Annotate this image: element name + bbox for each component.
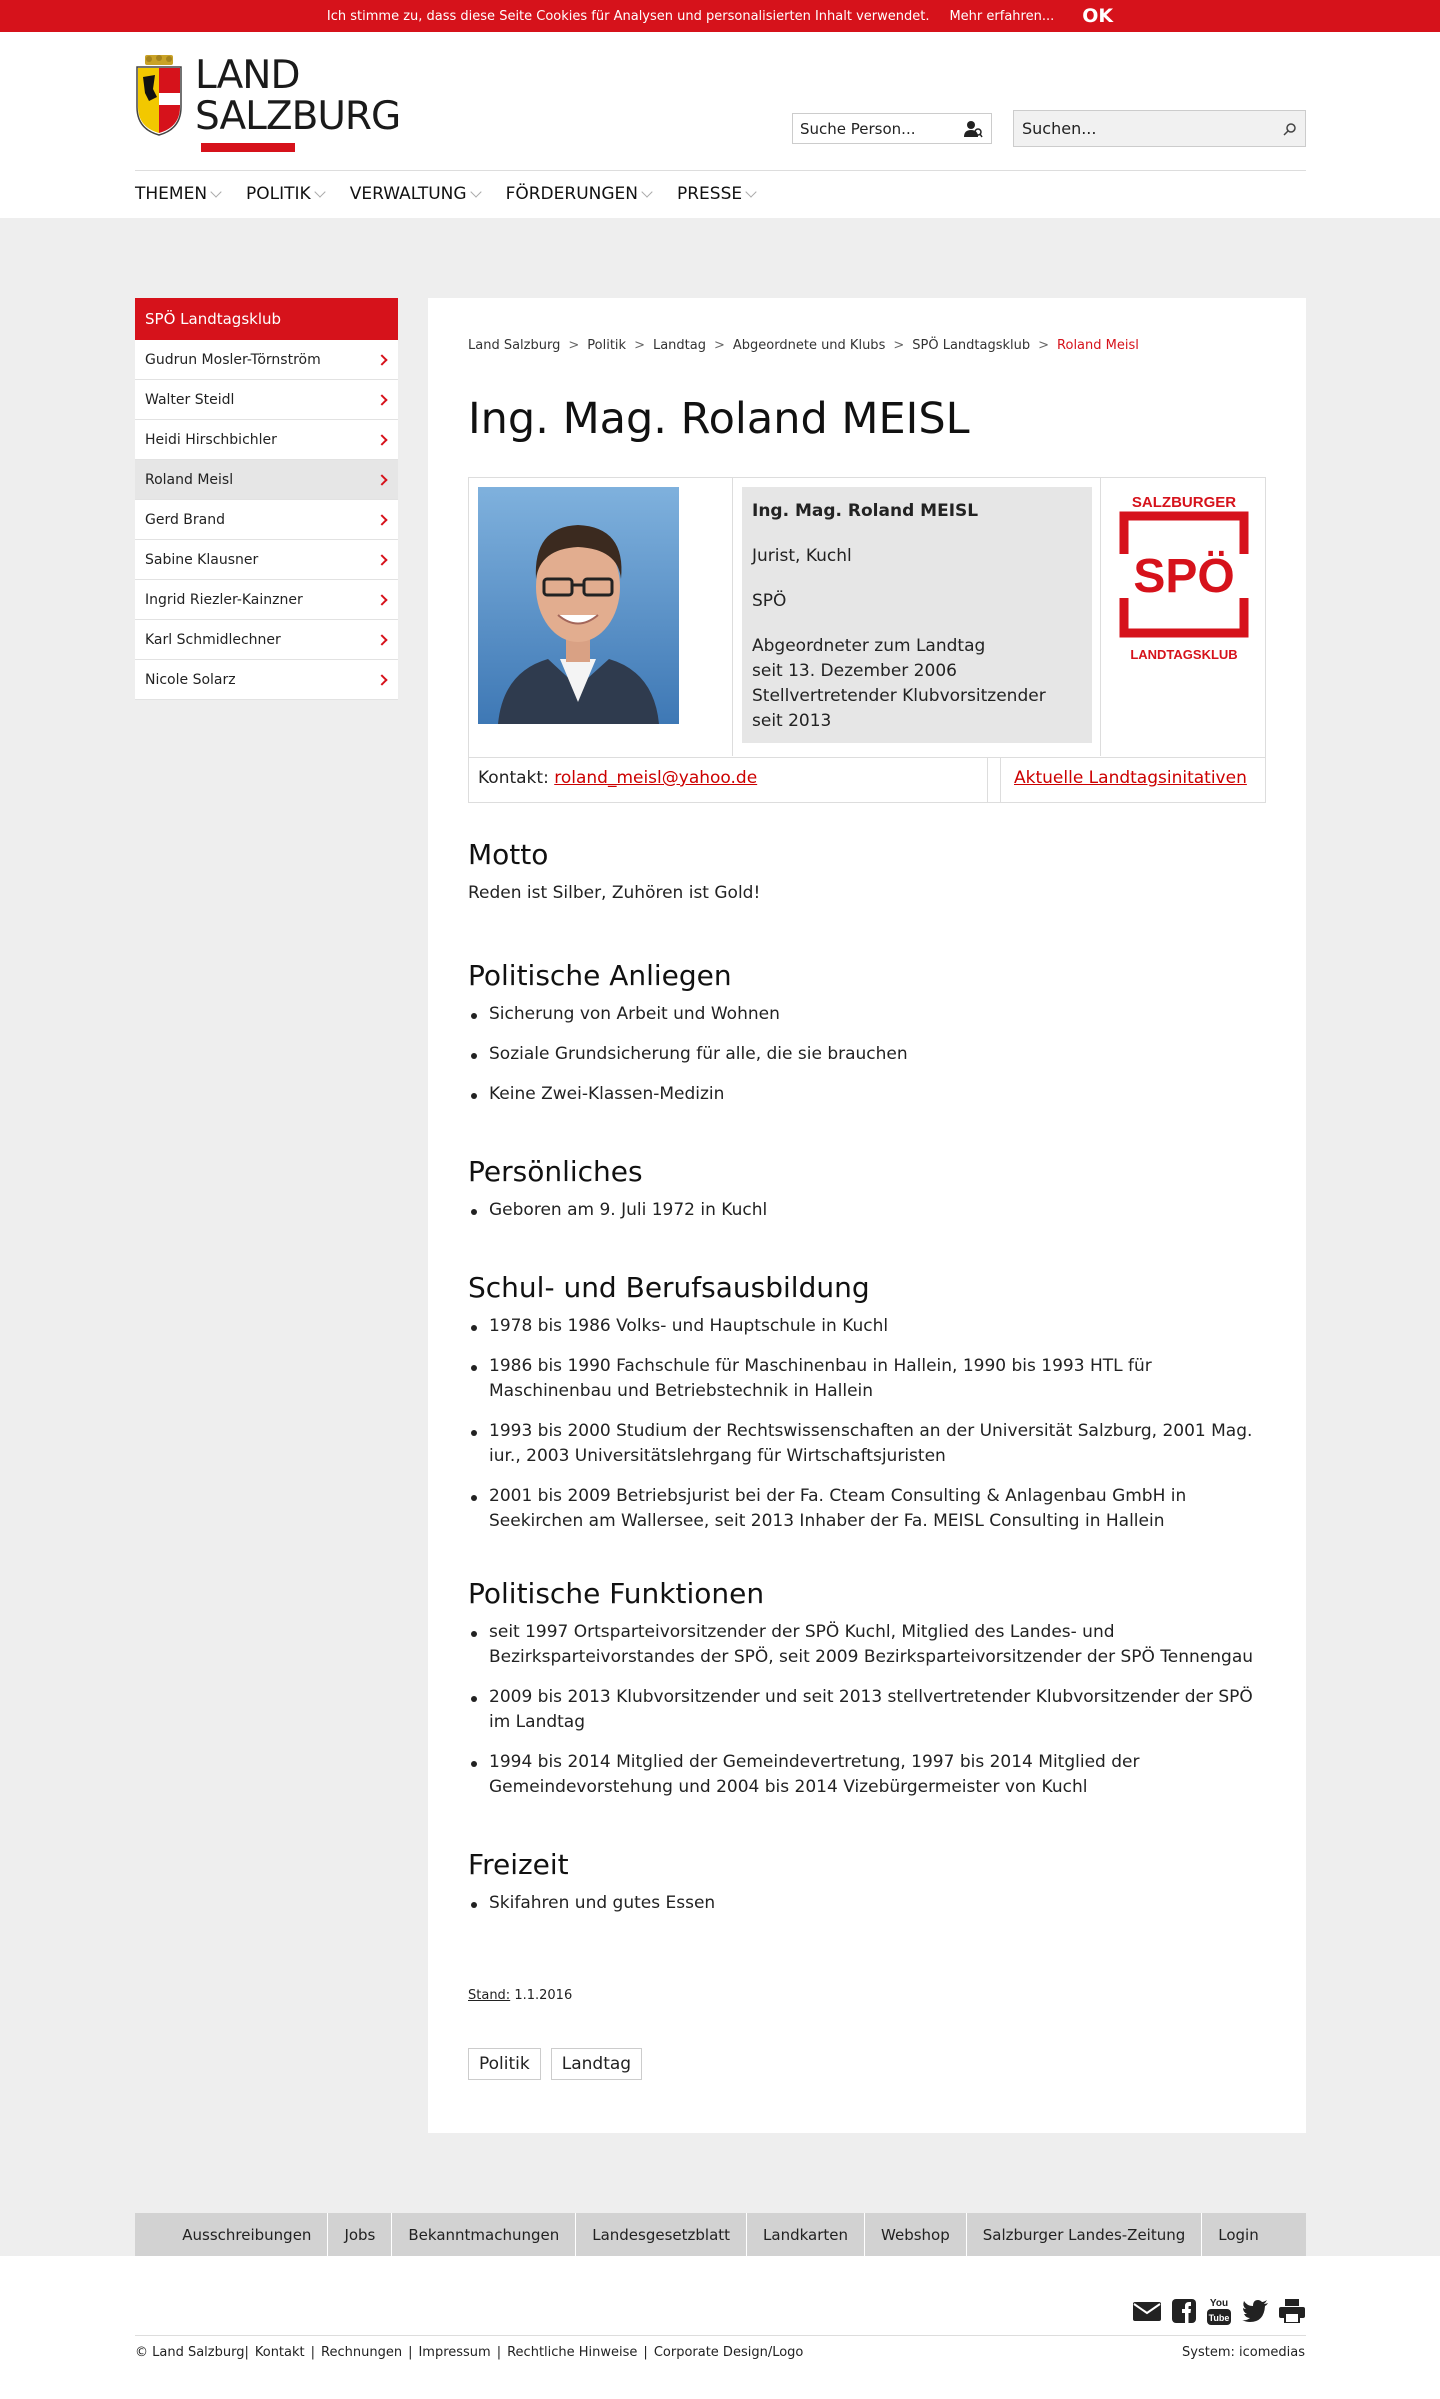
list-item: Sicherung von Arbeit und Wohnen	[468, 1002, 1268, 1027]
chevron-right-icon	[376, 474, 387, 485]
chevron-right-icon	[376, 674, 387, 685]
chevron-right-icon	[376, 554, 387, 565]
chevron-right-icon	[376, 634, 387, 645]
footer-divider	[135, 2335, 1306, 2336]
profile-info	[742, 487, 1092, 743]
cookie-more-link[interactable]: Mehr erfahren...	[949, 8, 1055, 24]
footer-link[interactable]: Landesgesetzblatt	[576, 2213, 747, 2256]
photo-cell	[469, 478, 733, 756]
section-heading: Motto	[468, 838, 549, 871]
footer-impressum-link[interactable]: Impressum	[418, 2345, 491, 2360]
coat-of-arms-icon	[135, 55, 183, 137]
chevron-down-icon	[210, 186, 221, 197]
section-anliegen	[468, 959, 1268, 1122]
svg-text:SPÖ: SPÖ	[1133, 550, 1235, 603]
info-cell	[733, 478, 1101, 756]
site-logo[interactable]	[135, 55, 400, 137]
svg-text:LANDTAGSKLUB: LANDTAGSKLUB	[1130, 647, 1238, 662]
breadcrumb-link[interactable]: SPÖ Landtagsklub	[912, 338, 1031, 353]
breadcrumb-separator: >	[568, 338, 580, 353]
footer-link[interactable]: Webshop	[865, 2213, 967, 2256]
nav-item-presse[interactable]: PRESSE	[677, 180, 755, 208]
contact-info: Kontakt: roland_meisl@yahoo.de	[478, 768, 758, 788]
site-search-input[interactable]: Suchen...	[1013, 110, 1306, 147]
header-divider	[135, 170, 1306, 171]
breadcrumb-current: Roland Meisl	[1057, 338, 1139, 353]
footer-link[interactable]: Ausschreibungen	[166, 2213, 328, 2256]
tag-landtag[interactable]: Landtag	[551, 2048, 642, 2080]
sidebar-item[interactable]: Heidi Hirschbichler	[135, 420, 398, 460]
sidebar-item[interactable]: Nicole Solarz	[135, 660, 398, 700]
main-content	[428, 298, 1306, 2133]
divider	[987, 758, 988, 803]
chevron-down-icon	[470, 186, 481, 197]
section-persoenliches	[468, 1155, 1268, 1238]
cookie-text: Ich stimme zu, dass diese Seite Cookies für Analysen und personalisierten Inhalt verwendet.	[326, 8, 930, 24]
person-search-icon[interactable]	[963, 120, 983, 138]
list-item: Keine Zwei-Klassen-Medizin	[468, 1082, 1268, 1107]
mail-icon[interactable]	[1133, 2300, 1161, 2322]
footer-rechnungen-link[interactable]: Rechnungen	[321, 2345, 403, 2360]
svg-text:Tube: Tube	[1208, 2313, 1230, 2323]
main-navigation	[135, 180, 781, 208]
divider	[1000, 758, 1001, 803]
chevron-down-icon	[745, 186, 756, 197]
profile-profession: Jurist, Kuchl	[752, 546, 852, 566]
breadcrumb-link[interactable]: Land Salzburg	[468, 338, 561, 353]
breadcrumb-separator: >	[713, 338, 725, 353]
chevron-right-icon	[376, 514, 387, 525]
nav-item-politik[interactable]: POLITIK	[246, 180, 324, 208]
logo-underline	[201, 143, 295, 152]
svg-text:You: You	[1209, 2298, 1229, 2309]
breadcrumb-link[interactable]: Landtag	[652, 338, 706, 353]
youtube-icon[interactable]	[1207, 2296, 1231, 2326]
sidebar-item[interactable]: Gerd Brand	[135, 500, 398, 540]
profile-card	[468, 477, 1266, 803]
chevron-down-icon	[641, 186, 652, 197]
sidebar	[135, 298, 398, 700]
logo-wordmark: LAND SALZBURG	[195, 53, 401, 139]
facebook-icon[interactable]	[1172, 2299, 1196, 2323]
footer-design-link[interactable]: Corporate Design/Logo	[653, 2345, 804, 2360]
list-item: Geboren am 9. Juli 1972 in Kuchl	[468, 1198, 1268, 1223]
spo-landtagsklub-logo	[1101, 478, 1267, 756]
list-item: 1986 bis 1990 Fachschule für Maschinenbau in Hallein, 1990 bis 1993 HTL für Maschinenbau und Betriebstechnik in Hallein	[468, 1354, 1268, 1404]
person-search-input[interactable]: Suche Person...	[792, 113, 992, 144]
list-item: 2001 bis 2009 Betriebsjurist bei der Fa. Cteam Consulting & Anlagenbau GmbH in Seekirchen am Wallersee, seit 2013 Inhaber der Fa. MEISL Consulting in Hallein	[468, 1484, 1268, 1534]
nav-item-verwaltung[interactable]: VERWALTUNG	[350, 180, 480, 208]
breadcrumb-separator: >	[893, 338, 905, 353]
sidebar-title[interactable]: SPÖ Landtagsklub	[135, 298, 398, 340]
footer-link[interactable]: Landkarten	[747, 2213, 865, 2256]
footer-legal-links: © Land Salzburg| Kontakt | Rechnungen | Impressum | Rechtliche Hinweise | Corporate Design/Logo	[135, 2345, 804, 2360]
tag-list	[468, 2048, 642, 2080]
list-item: 2009 bis 2013 Klubvorsitzender und seit 2013 stellvertretender Klubvorsitzender der SPÖ im Landtag	[468, 1685, 1268, 1735]
footer-kontakt-link[interactable]: Kontakt	[254, 2345, 305, 2360]
profile-name: Ing. Mag. Roland MEISL	[752, 501, 979, 521]
chevron-down-icon	[314, 186, 325, 197]
section-funktionen	[468, 1577, 1268, 1815]
footer-link[interactable]: Jobs	[328, 2213, 392, 2256]
list-item: Skifahren und gutes Essen	[468, 1891, 1268, 1916]
chevron-right-icon	[376, 354, 387, 365]
section-heading: Persönliches	[468, 1155, 643, 1188]
chevron-right-icon	[376, 594, 387, 605]
list-item: seit 1997 Ortsparteivorsitzender der SPÖ Kuchl, Mitglied des Landes- und Bezirksparteivorstandes der SPÖ, seit 2009 Bezirksparteivorsitzender der SPÖ Tennengau	[468, 1620, 1268, 1670]
contact-row	[469, 757, 1265, 802]
last-updated: Stand: 1.1.2016	[468, 1988, 573, 2003]
footer-link[interactable]: Salzburger Landes-Zeitung	[967, 2213, 1203, 2256]
section-heading: Freizeit	[468, 1848, 569, 1881]
chevron-right-icon	[376, 394, 387, 405]
sidebar-item[interactable]: Karl Schmidlechner	[135, 620, 398, 660]
cookie-ok-button[interactable]: OK	[1082, 5, 1114, 27]
motto-text: Reden ist Silber, Zuhören ist Gold!	[468, 883, 761, 903]
footer-navigation	[135, 2213, 1306, 2256]
sidebar-item[interactable]: Walter Steidl	[135, 380, 398, 420]
chevron-right-icon	[376, 434, 387, 445]
section-heading: Politische Funktionen	[468, 1577, 765, 1610]
breadcrumb-separator: >	[634, 338, 645, 353]
profile-party: SPÖ	[752, 591, 787, 611]
nav-item-themen[interactable]: THEMEN	[135, 180, 220, 208]
footer-link[interactable]: Login	[1218, 2225, 1259, 2244]
initiatives-link[interactable]: Aktuelle Landtagsinitativen	[1014, 768, 1247, 788]
section-freizeit	[468, 1848, 1268, 1931]
nav-item-foerderungen[interactable]: FÖRDERUNGEN	[506, 180, 651, 208]
footer-hinweise-link[interactable]: Rechtliche Hinweise	[507, 2345, 638, 2360]
sidebar-item[interactable]: Gudrun Mosler-Törnström	[135, 340, 398, 380]
sidebar-item[interactable]: Ingrid Riezler-Kainzner	[135, 580, 398, 620]
print-icon[interactable]	[1279, 2299, 1305, 2323]
cookie-banner	[0, 0, 1440, 32]
portrait-photo	[478, 487, 679, 724]
list-item: 1978 bis 1986 Volks- und Hauptschule in Kuchl	[468, 1314, 1268, 1339]
search-icon[interactable]	[1283, 122, 1297, 136]
twitter-icon[interactable]	[1242, 2300, 1268, 2322]
breadcrumb	[468, 338, 1139, 353]
breadcrumb-separator: >	[1038, 338, 1050, 353]
section-heading: Schul- und Berufsausbildung	[468, 1271, 870, 1304]
sidebar-item[interactable]: Sabine Klausner	[135, 540, 398, 580]
page-title: Ing. Mag. Roland MEISL	[468, 394, 970, 444]
footer-link[interactable]: Bekanntmachungen	[392, 2213, 576, 2256]
breadcrumb-link[interactable]: Abgeordnete und Klubs	[732, 338, 886, 353]
section-ausbildung	[468, 1271, 1268, 1549]
list-item: Soziale Grundsicherung für alle, die sie brauchen	[468, 1042, 1268, 1067]
footer-system-label: System: icomedias	[1182, 2345, 1305, 2360]
svg-text:SALZBURGER: SALZBURGER	[1131, 494, 1237, 511]
tag-politik[interactable]: Politik	[468, 2048, 541, 2080]
section-heading: Politische Anliegen	[468, 959, 732, 992]
footer-social-icons	[1133, 2296, 1305, 2326]
section-motto	[468, 838, 1268, 906]
contact-email-link[interactable]: roland_meisl@yahoo.de	[554, 768, 758, 788]
list-item: 1994 bis 2014 Mitglied der Gemeindevertretung, 1997 bis 2014 Mitglied der Gemeindevorstehung und 2004 bis 2014 Vizebürgermeister von Kuchl	[468, 1750, 1268, 1800]
spo-logo-cell	[1101, 478, 1267, 756]
list-item: 1993 bis 2000 Studium der Rechtswissenschaften an der Universität Salzburg, 2001 Mag. iur., 2003 Universitätslehrgang für Wirtschaftsjuristen	[468, 1419, 1268, 1469]
breadcrumb-link[interactable]: Politik	[587, 338, 627, 353]
sidebar-item-active[interactable]: Roland Meisl	[135, 460, 398, 500]
profile-role: Abgeordneter zum Landtag seit 13. Dezember 2006 Stellvertretender Klubvorsitzender seit 2013	[752, 636, 1046, 731]
